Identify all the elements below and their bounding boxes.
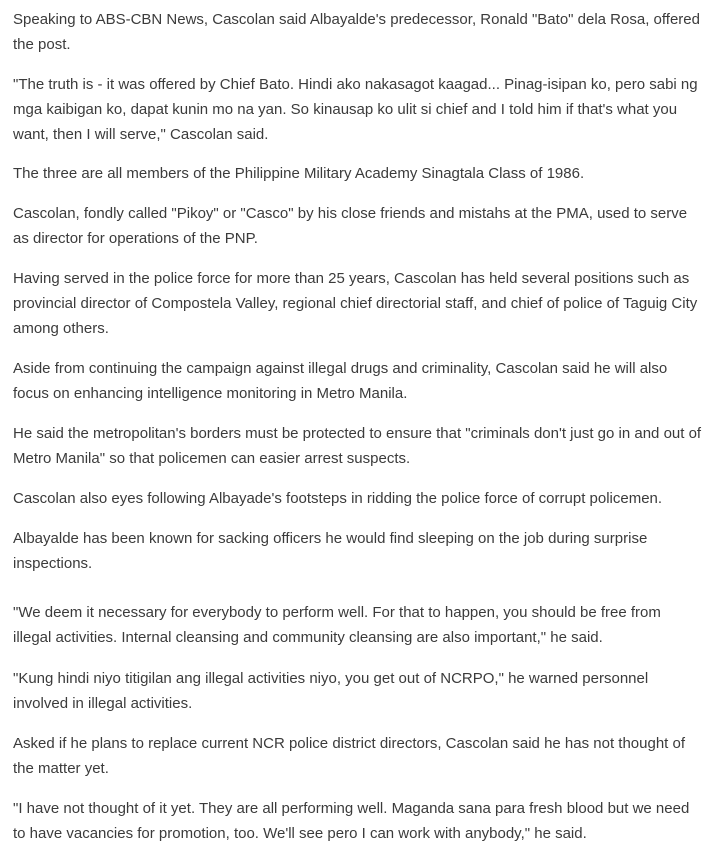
article-paragraph: He said the metropolitan's borders must be protected to ensure that "criminals don't just go in and out of Metro Manila" so that policemen can easier arrest suspects. — [13, 425, 702, 467]
article-paragraph: The three are all members of the Philippine Military Academy Sinagtala Class of 1986. — [13, 165, 585, 182]
article-paragraph: "Kung hindi niyo titigilan ang illegal activities niyo, you get out of NCRPO," he warned personnel involved in illegal activities. — [13, 670, 649, 712]
article-paragraph: Albayalde has been known for sacking officers he would find sleeping on the job during surprise inspections. — [13, 530, 648, 572]
article-paragraph: "We deem it necessary for everybody to perform well. For that to happen, you should be free from illegal activities. Internal cleansing and community cleansing are also important," he said. — [13, 604, 661, 646]
article-paragraph: "The truth is - it was offered by Chief Bato. Hindi ako nakasagot kaagad... Pinag-isipan ko, pero sabi ng mga kaibigan ko, dapat kunin mo na yan. So kinausap ko ulit si chief and I told him if that's what you want, then I will serve," Cascolan said. — [13, 76, 698, 143]
article-paragraph: Cascolan, fondly called "Pikoy" or "Casco" by his close friends and mistahs at the PMA, used to serve as director for operations of the PNP. — [13, 205, 688, 247]
article-paragraph: Having served in the police force for more than 25 years, Cascolan has held several positions such as provincial director of Compostela Valley, regional chief directorial staff, and chief of police of Taguig City among others. — [13, 270, 698, 337]
article-paragraph: Aside from continuing the campaign against illegal drugs and criminality, Cascolan said he will also focus on enhancing intelligence monitoring in Metro Manila. — [13, 360, 668, 402]
article-paragraph: Speaking to ABS-CBN News, Cascolan said Albayalde's predecessor, Ronald "Bato" dela Rosa, offered the post. — [13, 11, 700, 53]
article-paragraph: Cascolan also eyes following Albayade's footsteps in ridding the police force of corrupt policemen. — [13, 490, 663, 507]
article-paragraph: "I have not thought of it yet. They are all performing well. Maganda sana para fresh blood but we need to have vacancies for promotion, too. We'll see pero I can work with anybody," he said. — [13, 800, 690, 842]
article-paragraph: Asked if he plans to replace current NCR police district directors, Cascolan said he has not thought of the matter yet. — [13, 735, 686, 777]
